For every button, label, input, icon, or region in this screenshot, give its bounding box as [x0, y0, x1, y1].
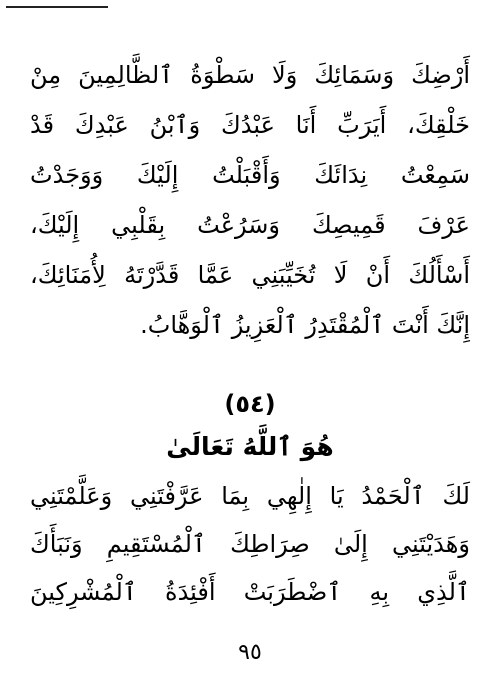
text-line: سَمِعْتُ نِدَائَكَ وَأَقْبَلْتُ إِلَيْكَ وَوَجَدْتُ — [30, 161, 470, 189]
top-rule — [6, 6, 108, 8]
text-line: ٱلَّذِي بِهِ ٱضْطَرَبَتْ أَفْئِدَةُ ٱلْمُشْرِكِينَ — [30, 578, 470, 606]
text-line: أَسْأَلُكَ أَنْ لَا تُخَيِّبَنِي عَمَّا قَدَّرْتَهُ لِأُمَنَائِكَ، — [30, 261, 470, 289]
page-number: ٩٥ — [238, 640, 262, 665]
text-line: وَهَدَيْتَنِي إِلَىٰ صِرَاطِكَ ٱلْمُسْتَقِيمِ وَنَبَأَكَ — [30, 530, 470, 558]
text-line: خَلْقِكَ، أَيَرَبِّ أَنَا عَبْدُكَ وَٱبْنُ عَبْدِكَ قَدْ — [30, 111, 470, 139]
section-text — [30, 472, 470, 616]
text-line: لَكَ ٱلْحَمْدُ يَا إِلٰهِي بِمَا عَرَّفْتَنِي وَعَلَّمْتَنِي — [30, 482, 470, 510]
text-line: أَرْضِكَ وَسَمَائِكَ وَلَا سَطْوَةُ ٱلظَّالِمِينَ مِنْ — [30, 61, 470, 89]
text-line: عَرْفَ قَمِيصِكَ وَسَرُعْتُ بِقَلْبِي إِلَيْكَ، — [30, 211, 470, 239]
text-line: إِنَّكَ أَنْتَ ٱلْمُقْتَدِرُ ٱلْعَزِيزُ ٱلْوَهَّابُ. — [140, 311, 470, 339]
previous-section-text — [30, 50, 470, 350]
section-title: هُوَ ٱللَّهُ تَعَالَىٰ — [166, 432, 334, 461]
section-number: (٥٤) — [224, 390, 276, 418]
